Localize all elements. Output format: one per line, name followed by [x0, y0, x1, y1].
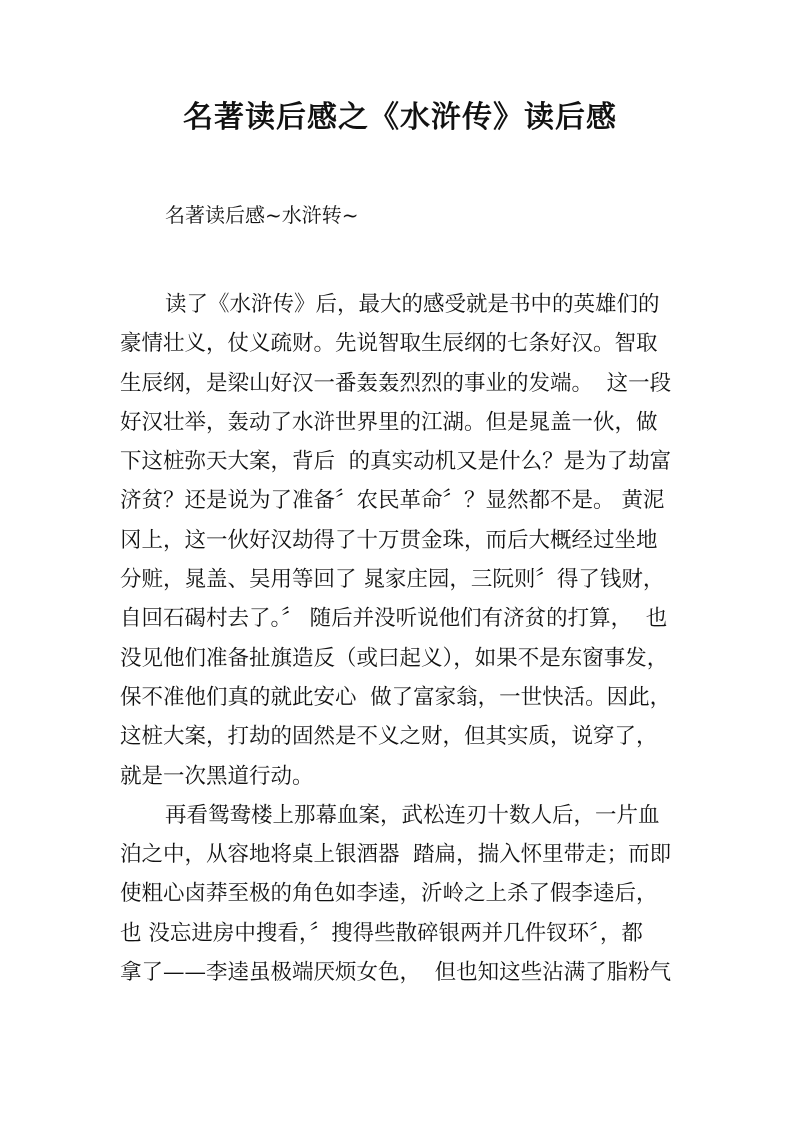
text-line: 保不准他们真的就此安心 做了富家翁，一世快活。因此，: [120, 684, 672, 710]
text-line: 也 没忘进房中搜看，〞搜得些散碎银两并几件钗环〞，都: [120, 920, 643, 946]
text-line: 下这桩弥天大案，背后 的真实动机又是什么？是为了劫富: [120, 449, 672, 475]
text-line: 自回石碣村去了。〞 随后并没听说他们有济贫的打算， 也: [120, 606, 668, 632]
text-line: 读了《水浒传》后，最大的感受就是书中的英雄们的: [165, 292, 660, 317]
text-line: 就是一次黑道行动。: [120, 763, 314, 789]
text-line: 使粗心卤莽至极的角色如李逵，沂岭之上杀了假李逵后，: [120, 881, 658, 907]
text-line: 没见他们准备扯旗造反（或曰起义），如果不是东窗事发，: [120, 645, 669, 671]
text-line: 再看鸳鸯楼上那幕血案，武松连刃十数人后，一片血: [165, 802, 660, 828]
text-line: 豪情壮义，仗义疏财。先说智取生辰纲的七条好汉。智取: [120, 331, 658, 357]
text-line: 生辰纲，是梁山好汉一番轰轰烈烈的事业的发端。 这一段: [120, 370, 672, 396]
text-line: 拿了——李逵虽极端厌烦女色， 但也知这些沾满了脂粉气: [120, 960, 672, 986]
text-line: 好汉壮举，轰动了水浒世界里的江湖。但是晁盖一伙，做: [120, 409, 658, 435]
document-body: [120, 285, 682, 992]
text-line: 分赃，晁盖、吴用等回了 晁家庄园，三阮则〞得了钱财，: [120, 567, 665, 593]
text-line: 济贫？还是说为了准备〞农民革命〞？显然都不是。 黄泥: [120, 488, 665, 514]
text-line: 这桩大案，打劫的固然是不义之财，但其实质，说穿了，: [120, 724, 658, 750]
text-line: 泊之中，从容地将桌上银酒器 踏扁，揣入怀里带走；而即: [120, 842, 672, 868]
document-title: 名著读后感之《水浒传》读后感: [183, 100, 617, 135]
text-line: 冈上，这一伙好汉劫得了十万贯金珠，而后大概经过坐地: [120, 527, 658, 553]
document-subtitle: 名著读后感~水浒转~: [165, 203, 359, 227]
